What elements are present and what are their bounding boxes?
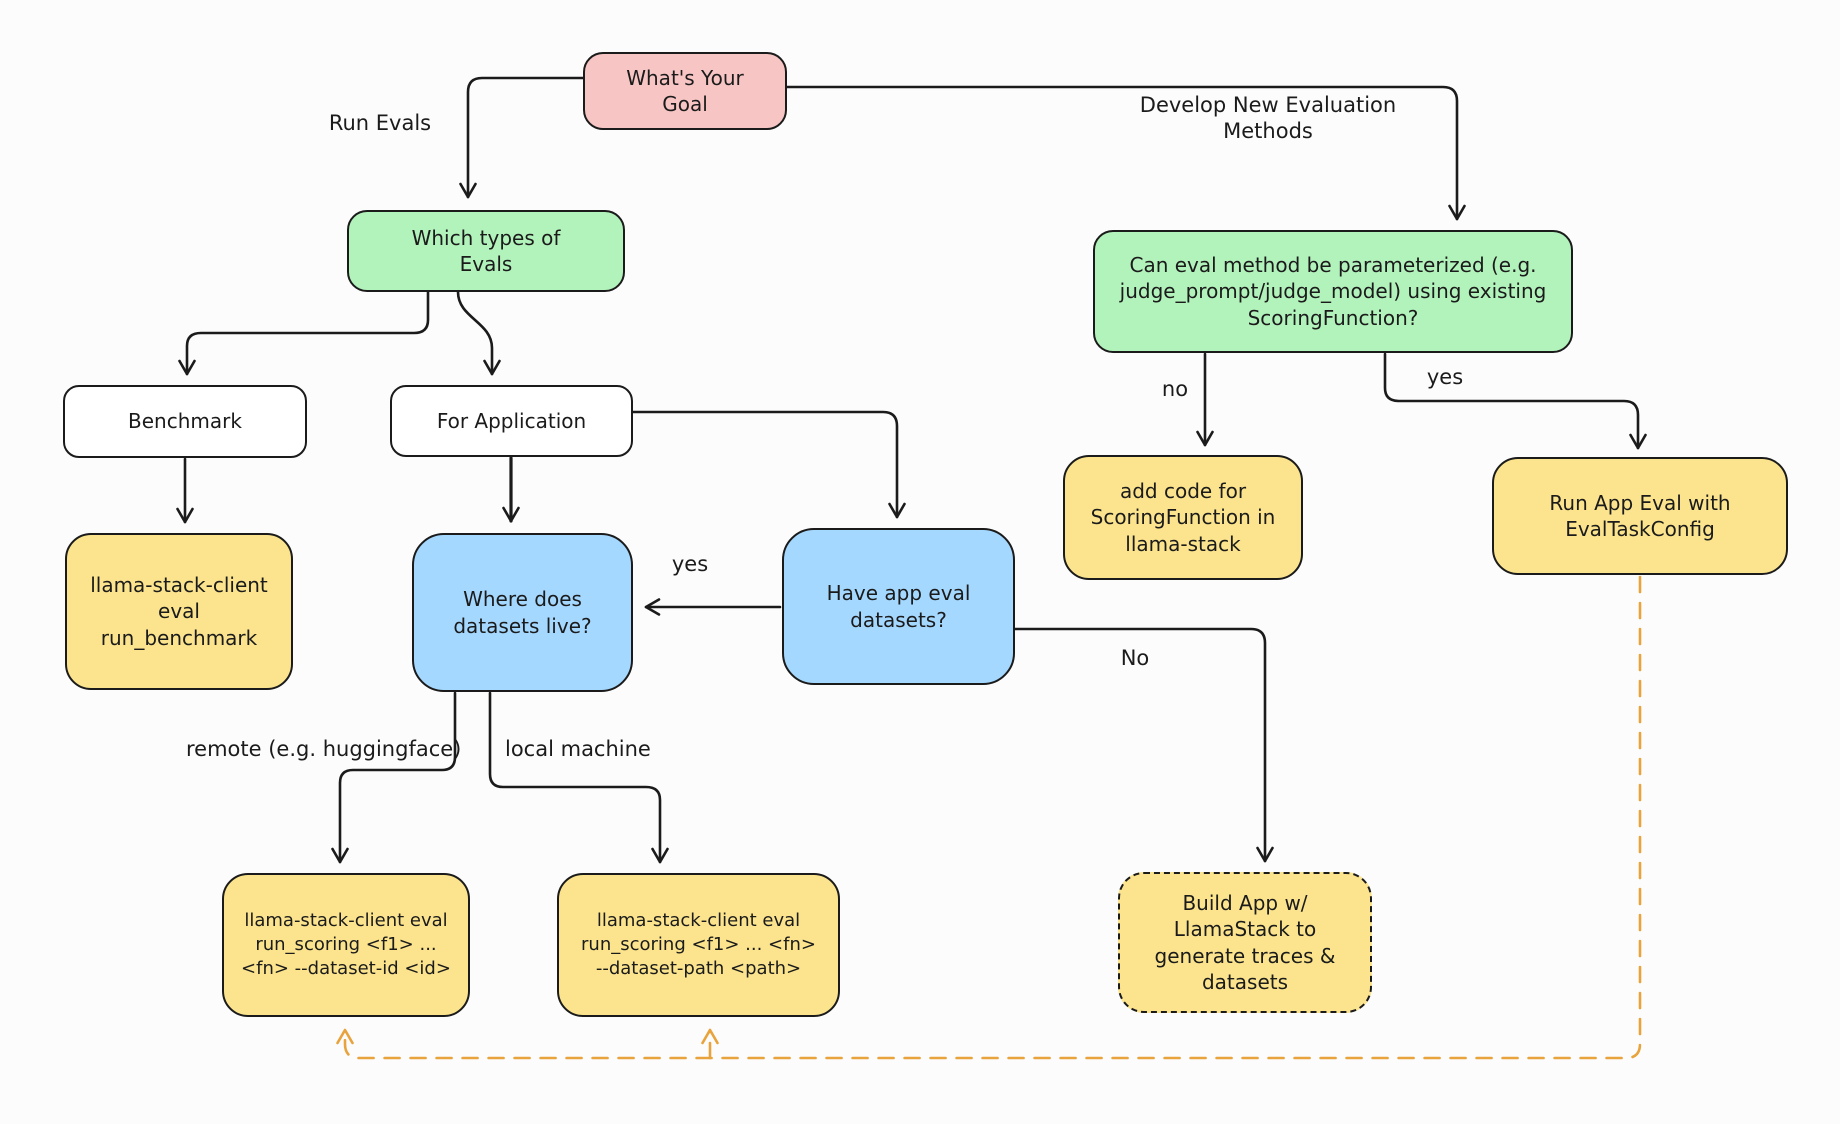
node-run-scoring-dataset-path-label: llama-stack-client eval run_scoring <f1> ... <fn> --dataset-path <path>	[581, 910, 816, 979]
node-whats-your-goal	[583, 52, 787, 130]
edge-label-no-have-datasets: No	[1120, 646, 1150, 670]
edge-label-yes-parameterized: yes	[1426, 365, 1464, 389]
node-which-types-of-evals	[347, 210, 625, 292]
node-whats-your-goal-label: What's Your Goal	[626, 65, 744, 116]
edge-label-develop-new-evaluation-methods: Develop New Evaluation Methods	[1139, 93, 1397, 144]
node-run-scoring-dataset-id-label: llama-stack-client eval run_scoring <f1> ... <fn> --dataset-id <id>	[241, 910, 451, 979]
edge-for-application-to-have-datasets	[633, 412, 897, 517]
node-run-benchmark-command	[65, 533, 293, 690]
edge-which-types-to-for-application	[458, 292, 492, 374]
node-build-app-llamastack-label: Build App w/ LlamaStack to generate traces & datasets	[1154, 890, 1336, 994]
node-build-app-llamastack	[1118, 872, 1372, 1013]
edge-where-datasets-remote-to-run-scoring-id	[340, 693, 455, 862]
node-benchmark	[63, 385, 307, 458]
node-for-application-label: For Application	[436, 408, 587, 433]
edge-label-run-evals: Run Evals	[328, 111, 432, 135]
node-where-does-datasets-live-label: Where does datasets live?	[453, 587, 592, 638]
node-for-application	[390, 385, 633, 457]
node-have-app-eval-datasets-label: Have app eval datasets?	[826, 581, 971, 632]
node-add-code-scoringfunction	[1063, 455, 1303, 580]
node-which-types-of-evals-label: Which types of Evals	[411, 225, 561, 276]
node-run-benchmark-command-label: llama-stack-client eval run_benchmark	[90, 572, 268, 650]
edge-which-types-to-benchmark	[187, 292, 428, 374]
node-run-scoring-dataset-id	[222, 873, 470, 1017]
node-benchmark-label: Benchmark	[128, 409, 242, 434]
node-run-app-eval-evaltaskconfig	[1492, 457, 1788, 575]
node-have-app-eval-datasets	[782, 528, 1015, 685]
edge-where-datasets-local-to-run-scoring-path	[490, 693, 660, 862]
node-can-eval-be-parameterized-label: Can eval method be parameterized (e.g. judge_prompt/judge_model) using existing ScoringFunction?	[1119, 252, 1547, 330]
node-run-app-eval-evaltaskconfig-label: Run App Eval with EvalTaskConfig	[1549, 490, 1731, 541]
edge-label-remote-huggingface: remote (e.g. huggingface)	[186, 737, 462, 761]
edge-label-no-parameterized: no	[1161, 377, 1189, 401]
node-where-does-datasets-live	[412, 533, 633, 692]
node-add-code-scoringfunction-label: add code for ScoringFunction in llama-stack	[1090, 478, 1276, 556]
node-run-scoring-dataset-path	[557, 873, 840, 1017]
edge-label-yes-have-datasets: yes	[671, 552, 709, 576]
edge-label-local-machine: local machine	[505, 737, 651, 761]
edge-goal-to-which-types	[468, 78, 583, 197]
node-can-eval-be-parameterized	[1093, 230, 1573, 353]
